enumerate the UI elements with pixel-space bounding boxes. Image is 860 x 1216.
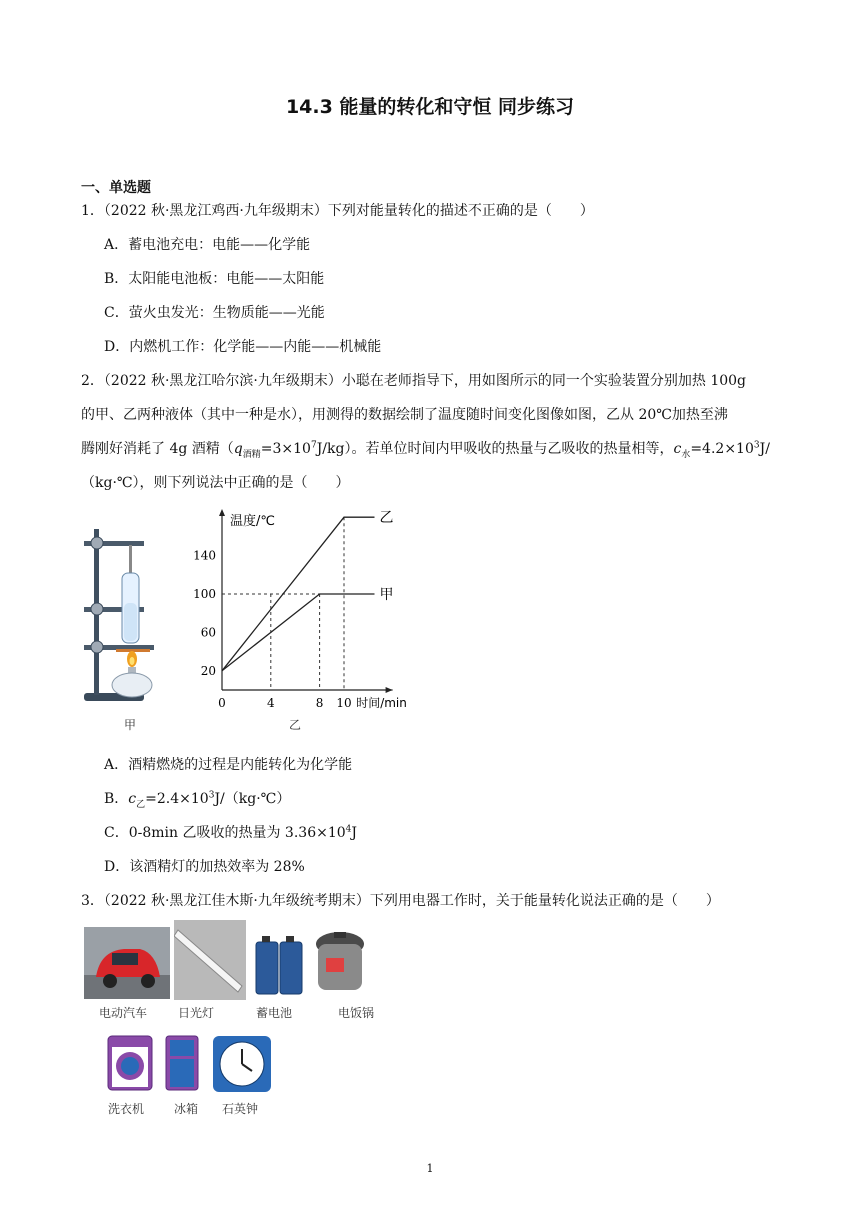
- q2-sub: 水: [681, 449, 691, 460]
- clamp-knob: [91, 603, 103, 615]
- q2-text: C．0-8min 乙吸收的热量为 3.36×10: [104, 825, 346, 841]
- question-2-line4: （kg·℃），则下列说法中正确的是（ ）: [81, 475, 350, 491]
- x-axis-label: 时间/min: [356, 696, 407, 710]
- q2-sup: 3: [753, 440, 760, 451]
- y-axis-label: 温度/℃: [230, 514, 275, 529]
- q2-option-a: A．酒精燃烧的过程是内能转化为化学能: [104, 757, 353, 773]
- q2-text: =3×10: [260, 441, 311, 457]
- question-2-line2: 的甲、乙两种液体（其中一种是水），用测得的数据绘制了温度随时间变化图像如图，乙从 20℃加热至沸: [81, 407, 728, 423]
- liquid: [124, 603, 137, 641]
- q2-text: J: [351, 825, 358, 841]
- clamp-knob: [91, 537, 103, 549]
- rice-cooker-image: [312, 928, 368, 998]
- q2-option-c: [104, 823, 357, 843]
- q2-text: 腾刚好消耗了 4g 酒精（: [81, 441, 234, 457]
- refrigerator-image: [165, 1035, 199, 1091]
- q2-option-d: D．该酒精灯的加热效率为 28%: [104, 859, 305, 875]
- q2-symbol-c: c: [128, 791, 137, 807]
- q2-sup: 7: [310, 440, 317, 451]
- q2-symbol-q: q: [233, 441, 243, 457]
- y-tick-label: 100: [193, 587, 216, 601]
- question-2-line3: [81, 439, 770, 459]
- alcohol-lamp: [112, 673, 152, 697]
- fluorescent-lamp-image: [174, 920, 246, 1000]
- apparatus-figure: [80, 525, 180, 707]
- question-2-line1: 2．（2022 秋·黑龙江哈尔滨·九年级期末）小聪在老师指导下，用如图所示的同一个实验装置分别加热 100g: [81, 373, 747, 389]
- q1-option-b: B．太阳能电池板：电能——太阳能: [104, 271, 325, 287]
- q2-text: J/（kg·℃）: [214, 791, 291, 807]
- q2-text: B．: [104, 791, 129, 807]
- q2-text: J/kg）。若单位时间内甲吸收的热量与乙吸收的热量相等，: [316, 441, 674, 457]
- q2-sub: 乙: [136, 799, 146, 810]
- quartz-clock-image: [212, 1035, 272, 1093]
- y-tick-label: 20: [200, 663, 216, 678]
- question-1-stem: 1．（2022 秋·黑龙江鸡西·九年级期末）下列对能量转化的描述不正确的是（ ）: [81, 203, 594, 219]
- page-number: 1: [426, 1162, 434, 1175]
- series-label: 甲: [379, 587, 394, 603]
- q1-option-c: C．萤火虫发光：生物质能——光能: [104, 305, 325, 321]
- x-tick-label: 4: [266, 696, 275, 710]
- electric-car-image: [84, 927, 170, 999]
- battery-image: [254, 932, 306, 998]
- x-tick-label: 10: [336, 696, 352, 710]
- label-rice-cooker: 电饭锅: [338, 1006, 375, 1020]
- label-quartz-clock: 石英钟: [222, 1102, 259, 1116]
- y-tick-label: 60: [200, 625, 216, 640]
- flame-core: [130, 657, 135, 665]
- temperature-chart: [190, 505, 420, 715]
- q2-text: =2.4×10: [145, 791, 209, 807]
- x-tick-label: 0: [218, 696, 226, 710]
- clamp-knob: [91, 641, 103, 653]
- q2-sub: 酒精: [242, 449, 261, 460]
- question-3-stem: 3．（2022 秋·黑龙江佳木斯·九年级统考期末）下列用电器工作时，关于能量转化说法正确的是（ ）: [81, 893, 720, 909]
- section-heading: 一、单选题: [81, 180, 151, 196]
- q1-option-d: D．内燃机工作：化学能——内能——机械能: [104, 339, 382, 355]
- label-battery: 蓄电池: [256, 1006, 293, 1020]
- q2-option-b: [104, 789, 290, 809]
- x-tick-label: 8: [315, 696, 324, 710]
- q2-text: J/: [759, 441, 770, 457]
- q1-option-a: A．蓄电池充电：电能——化学能: [104, 237, 311, 253]
- q2-sup: 3: [208, 790, 215, 801]
- label-fluorescent-lamp: 日光灯: [178, 1006, 215, 1020]
- q2-sup: 4: [345, 824, 352, 835]
- washing-machine-image: [107, 1035, 153, 1091]
- series-label: 乙: [379, 510, 394, 527]
- q2-text: =4.2×10: [690, 441, 754, 457]
- label-electric-car: 电动汽车: [99, 1006, 148, 1020]
- page-title: 14.3 能量的转化和守恒 同步练习: [285, 96, 575, 118]
- y-axis-arrow: [219, 509, 225, 516]
- y-tick-label: 140: [193, 548, 216, 563]
- label-refrigerator: 冰箱: [174, 1102, 199, 1116]
- series-line: [222, 594, 375, 671]
- q2-symbol-c: c: [673, 441, 682, 457]
- x-axis-arrow: [386, 687, 393, 693]
- label-washing-machine: 洗衣机: [108, 1102, 145, 1116]
- figure-caption-right: 乙: [289, 718, 302, 732]
- figure-caption-left: 甲: [124, 718, 137, 732]
